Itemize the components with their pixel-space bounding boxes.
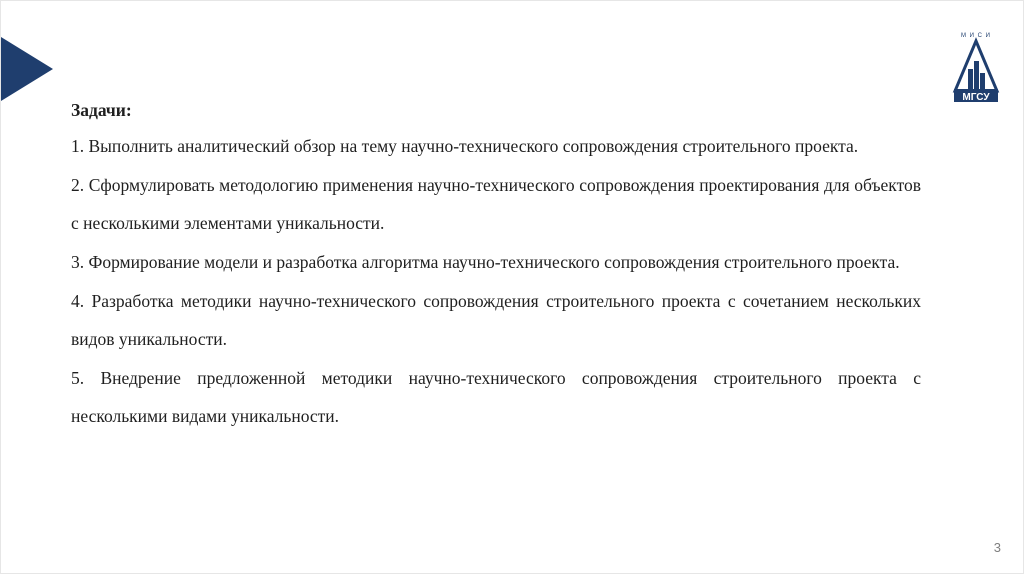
logo-label: МГСУ: [962, 92, 990, 103]
task-item: 5. Внедрение предложенной методики научно-технического сопровождения строительного проекта с несколькими видами уникальности.: [71, 368, 921, 426]
task-item: 4. Разработка методики научно-технического сопровождения строительного проекта с сочетанием нескольких видов уникальности.: [71, 291, 921, 349]
content-area: [71, 93, 921, 436]
tasks-heading: Задачи:: [71, 100, 132, 120]
task-item: 3. Формирование модели и разработка алгоритма научно-технического сопровождения строительного проекта.: [71, 252, 900, 272]
page-number: 3: [993, 540, 1001, 555]
logo-top-text: М И С И: [961, 33, 991, 39]
mgsu-logo: [951, 29, 1001, 103]
tasks-list: [71, 127, 921, 435]
task-item: 2. Сформулировать методологию применения научно-технического сопровождения проектирования для объектов с несколькими элементами уникальности.: [71, 175, 921, 233]
corner-triangle-decoration: [1, 1, 53, 105]
task-item: 1. Выполнить аналитический обзор на тему научно-технического сопровождения строительного проекта.: [71, 136, 859, 156]
